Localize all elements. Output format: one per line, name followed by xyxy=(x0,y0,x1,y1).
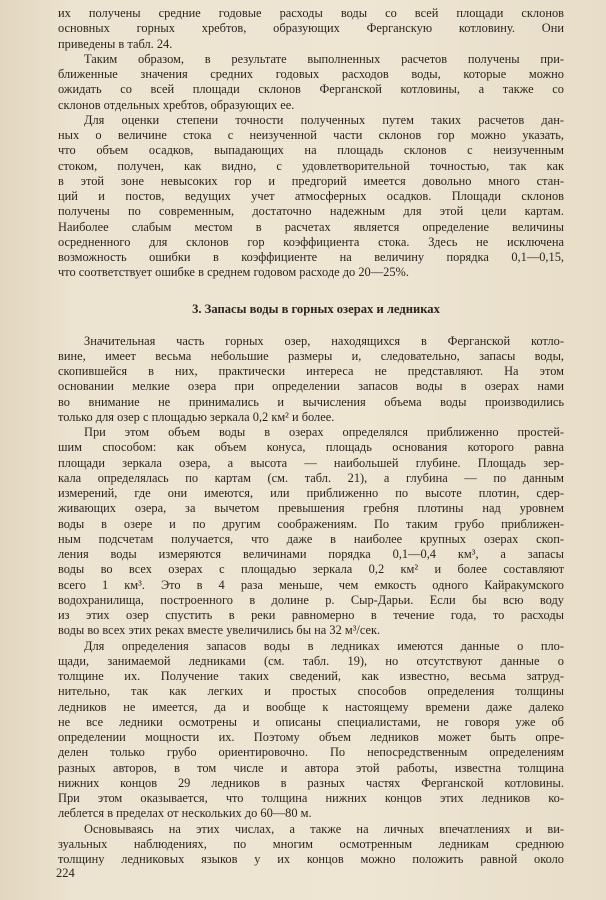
text-line: ближенные значения средних годовых расходов воды, которые можно xyxy=(58,67,564,81)
text-line: только для озер с площадью зеркала 0,2 км² и более. xyxy=(58,409,335,424)
paragraph xyxy=(58,425,564,639)
text-line: всего 1 км³. Это в 4 раза меньше, чем емкость одного Кайракумского xyxy=(58,577,564,592)
text-line: не все ледники осмотрены и описаны специалистами, не говоря уже об xyxy=(58,714,564,729)
text-line: воды во всех этих реках вместе увеличились бы на 32 м³/сек. xyxy=(58,623,381,638)
paragraph xyxy=(58,113,564,281)
text-line: стоком, получен, как видно, с удовлетворительной точностью, так как xyxy=(58,158,564,173)
text-line: основании мелкие озера при определении запасов воды в озерах нами xyxy=(58,379,564,394)
text-line: ледников не имеется, да и вообще к настоящему времени даже далеко xyxy=(58,699,564,714)
text-line: воды во всех озерах с площадью зеркала 0,2 км² и более составляют xyxy=(58,562,564,577)
text-line: ления воды измеряются величинами порядка 0,1—0,4 км³, а запасы xyxy=(58,547,564,561)
text-line: При этом объем воды в озерах определялся приближенно простей- xyxy=(84,425,564,439)
text-line: ным подсчетам получается, что даже в наиболее крупных озерах скоп- xyxy=(58,531,564,546)
paragraph xyxy=(58,822,564,868)
text-line: ожидать со всей площади склонов Ферганской котловины, а также со xyxy=(58,82,564,97)
text-line: Наиболее слабым местом в расчетах является определение величины xyxy=(58,219,564,234)
text-line: зуальных наблюдениях, по многим осмотренным ледникам среднюю xyxy=(58,836,564,851)
text-line: воды в озере и по другим соображениям. По таким грубо приближен- xyxy=(58,516,564,531)
paragraph xyxy=(58,52,564,113)
page-number: 224 xyxy=(56,866,75,880)
text-line: склонов отдельных хребтов, образующих ее. xyxy=(58,97,295,112)
text-line: получены по современным, достаточно надежным для этой цели картам. xyxy=(58,204,564,219)
text-line: основных горных хребтов, образующих Ферганскую котловину. Они xyxy=(58,21,564,36)
text-line: Для оценки степени точности полученных путем таких расчетов дан- xyxy=(84,112,564,127)
text-line: вине, имеет весьма небольшие размеры и, следовательно, запасы воды, xyxy=(58,348,564,363)
text-line: леблется в пределах от нескольких до 60—80 м. xyxy=(58,806,312,821)
text-line: измерений, где они имеются, или приближенно по высоте плотин, сдер- xyxy=(58,486,564,500)
text-line: делен только грубо ориентировочно. По непосредственным определениям xyxy=(58,745,564,760)
text-line: Значительная часть горных озер, находящихся в Ферганской котло- xyxy=(84,333,564,348)
paragraph xyxy=(58,639,564,822)
text-line: живающих озера, за вычетом превышения гребня плотины над уровнем xyxy=(58,501,564,516)
text-line: разных авторов, в том числе и автора этой работы, известна толщина xyxy=(58,760,564,775)
text-line: скопившейся в них, практически интереса не представляют. На этом xyxy=(58,364,564,378)
text-line: ций и постов, ведущих учет атмосферных осадков. Площади склонов xyxy=(58,189,564,203)
text-line: кала определялась по картам (см. табл. 21), а глубина — по данным xyxy=(58,470,564,485)
text-line: шим способом: как объем конуса, площадь основания которого равна xyxy=(58,440,564,455)
text-line: Для определения запасов воды в ледниках имеются данные о пло- xyxy=(84,638,564,653)
text-line: Таким образом, в результате выполненных расчетов получены при- xyxy=(84,51,564,66)
text-line: что соответствует ошибке в среднем годовом расходе до 20—25%. xyxy=(58,265,409,280)
text-line: толщине их. Получение таких сведений, как известно, весьма затруд- xyxy=(58,669,564,683)
text-line: ных о величине стока с неизученной части склонов гор можно указать, xyxy=(58,128,564,142)
text-line: водохранилища, построенного в долине р. Сыр-Дарьи. Если бы всю воду xyxy=(58,592,564,607)
section-heading: 3. Запасы воды в горных озерах и ледниках xyxy=(192,301,440,316)
text-line: приведены в табл. 24. xyxy=(58,36,173,51)
text-line: в этой зоне невысоких гор и предгорий имеется довольно много стан- xyxy=(58,173,564,188)
text-line: толщину ледниковых языков у их концов можно положить равной около xyxy=(58,852,564,866)
text-line: во внимание не принимались и вычисления объема воды производились xyxy=(58,394,564,409)
text-line: площади зеркала озера, а высота — наибольшей глубине. Площадь зер- xyxy=(58,455,564,470)
paragraph xyxy=(58,334,564,426)
text-line: возможность ошибки в коэффициенте на величину порядка 0,1—0,15, xyxy=(58,250,564,264)
text-line: Основываясь на этих числах, а также на личных впечатлениях и ви- xyxy=(84,821,564,836)
paragraph-continuation xyxy=(58,6,564,52)
text-line: из этих озер спустить в реки равномерно в течение года, то расходы xyxy=(58,608,564,622)
text-line: осредненного для склонов гор коэффициента стока. Здесь не исключена xyxy=(58,234,564,249)
text-line: определении мощности их. Поэтому объем ледников может быть опре- xyxy=(58,730,564,744)
text-line: нительно, так как легких и простых способов определения толщины xyxy=(58,684,564,699)
text-line: При этом оказывается, что толщина нижних концов этих ледников ко- xyxy=(58,791,564,805)
text-line: щади, занимаемой ледниками (см. табл. 19), но отсутствуют данные о xyxy=(58,653,564,668)
text-line: что объем осадков, выпадающих на площадь склонов с неизученным xyxy=(58,143,564,158)
text-line: их получены средние годовые расходы воды со всей площади склонов xyxy=(58,6,564,20)
text-line: нижних концов 29 ледников в разных частях Ферганской котловины. xyxy=(58,775,564,790)
